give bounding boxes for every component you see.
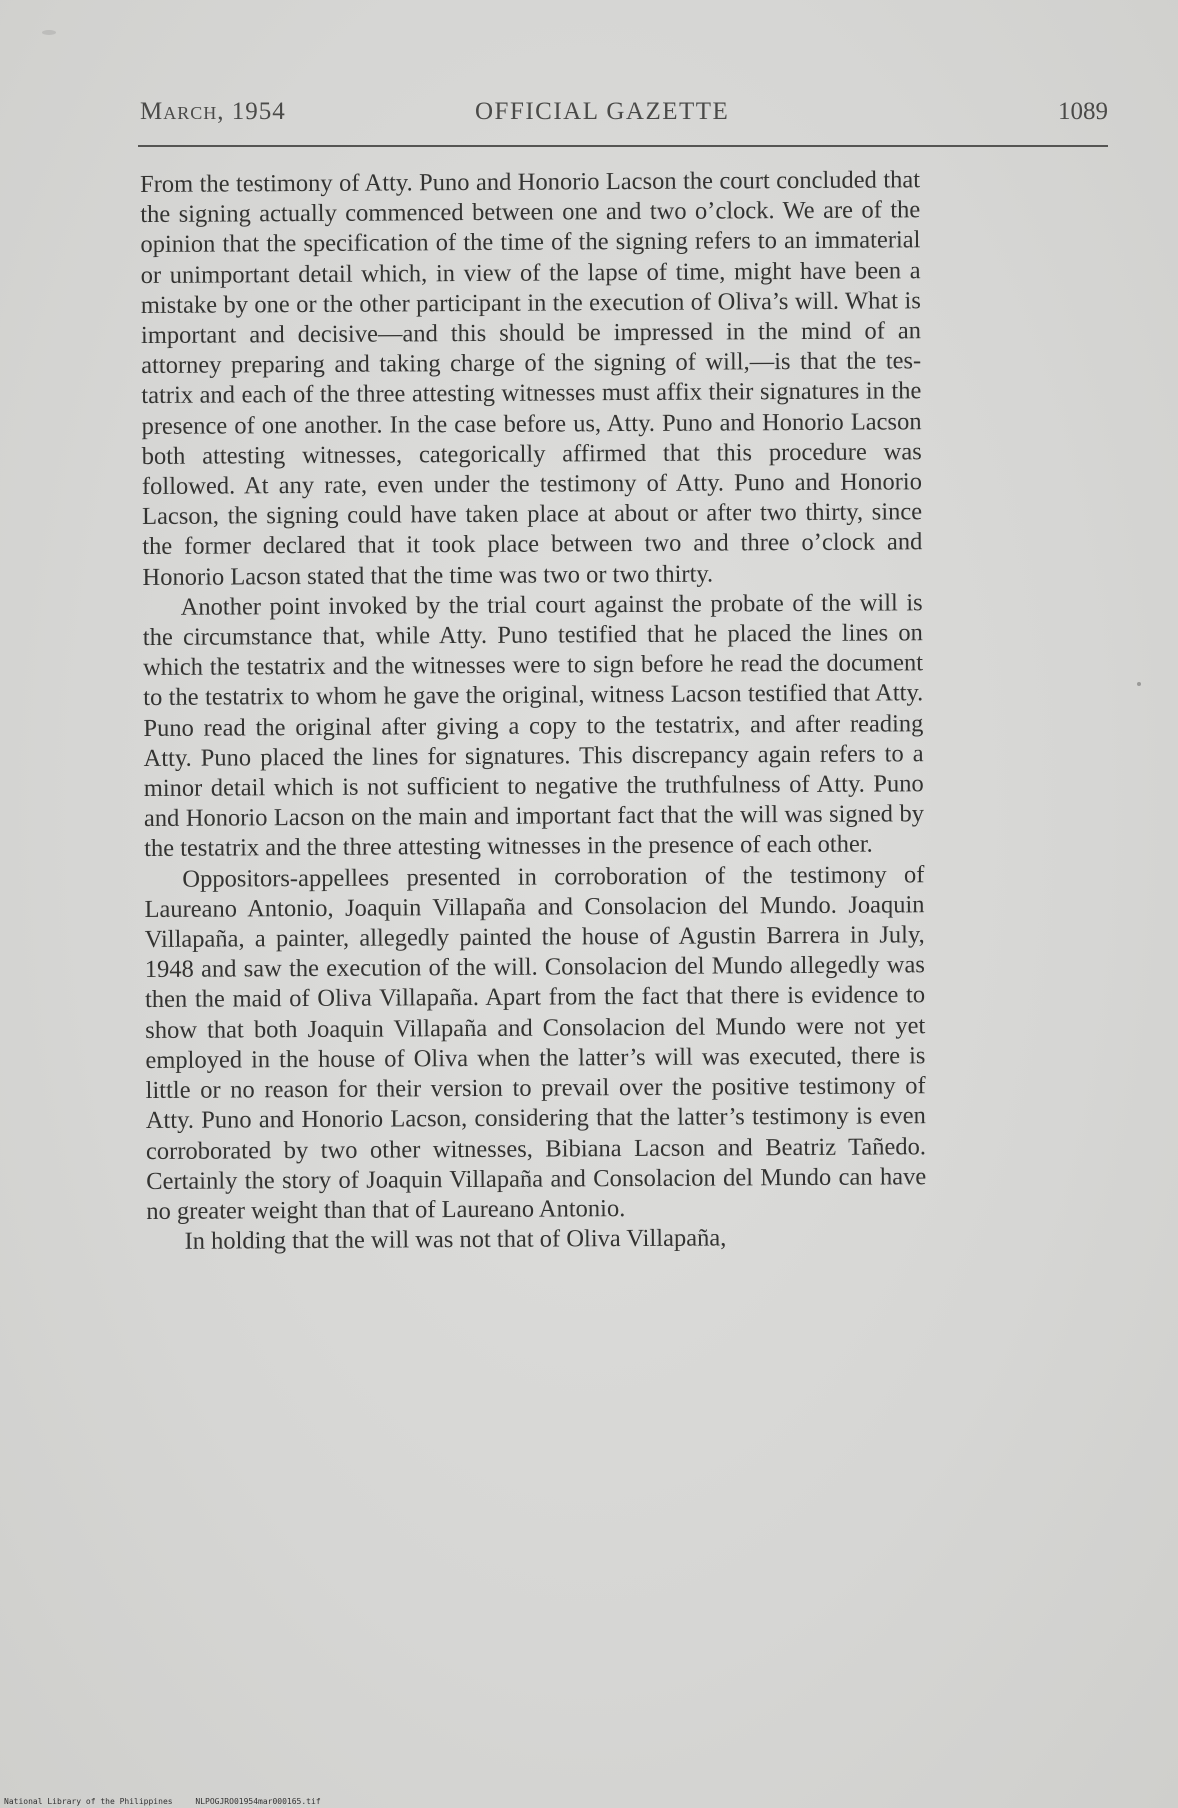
scan-footer	[4, 1797, 339, 1806]
body-text	[140, 165, 927, 1257]
header-title: OFFICIAL GAZETTE	[475, 98, 730, 125]
page-number: 1089	[1058, 98, 1108, 125]
paragraph-4: In holding that the will was not that of Oliva Villapaña,	[184, 1224, 727, 1255]
scan-speck	[1137, 682, 1141, 686]
paragraph-1: From the testimony of Atty. Puno and Honorio Lacson the court concluded that the signing actually commenced between one and two o’clock. We are of the opinion that the specification of the time of the signing refers to an immaterial or unimportant detail which, in view of the lapse of time, might have been a mistake by one or the other participant in the execution of Oliva’s will. What is important and decisive—and this should be impressed in the mind of an attorney preparing and taking charge of the signing of will,—is that the testatrix and each of the three attesting witnesses must affix their signatures in the presence of one another. In the case before us, Atty. Puno and Honorio Lacson both attesting witnesses, categorically affirmed that this procedure was followed. At any rate, even under the testimony of Atty. Puno and Honorio Lacson, the signing could have taken place at about or after two thirty, since the former declared that it took place between two and three o’clock and Honorio Lacson stated that the time was two or two thirty.	[140, 166, 923, 591]
paragraph-3: Oppositors-appellees presented in corroboration of the testimony of Laureano Antonio, Joaquin Villapaña and Consolacion del Mundo. Joaquin Villapaña, a painter, allegedly painted the house of Agustin Barrera in July, 1948 and saw the execution of the will. Consolacion del Mundo allegedly was then the maid of Oliva Villapaña. Apart from the fact that there is evidence to show that both Joaquin Villapaña and Consolacion del Mundo were not yet employed in the house of Oliva when the latter’s will was executed, there is little or no reason for their version to prevail over the positive testimony of Atty. Puno and Honorio Lacson, considering that the latter’s testimony is even corroborated by two other witnesses, Bibiana Lacson and Beatriz Tañedo. Certainly the story of Joaquin Villapaña and Consolacion del Mundo can have no greater weight than that of Laureano Antonio.	[144, 860, 927, 1225]
paragraph-2: Another point invoked by the trial court against the probate of the will is the circumstance that, while Atty. Puno testified that he placed the lines on which the testatrix and the witnesses were to sign before he read the document to the testatrix to whom he gave the original, witness Lacson testified that Atty. Puno read the original after giving a copy to the testatrix, and after reading Atty. Puno placed the lines for signatures. This discrepancy again refers to a minor detail which is not sufficient to negative the truthfulness of Atty. Puno and Honorio Lacson on the main and important fact that the will was signed by the testatrix and the three attesting witnesses in the presence of each other.	[142, 589, 925, 863]
scan-speck	[42, 30, 56, 35]
header-rule	[138, 145, 1108, 147]
footer-library: National Library of the Philippines	[4, 1797, 173, 1806]
header-date: March, 1954	[140, 98, 286, 125]
running-header	[140, 98, 1108, 134]
footer-filename: NLPOGJRO01954mar000165.tif	[195, 1797, 321, 1806]
